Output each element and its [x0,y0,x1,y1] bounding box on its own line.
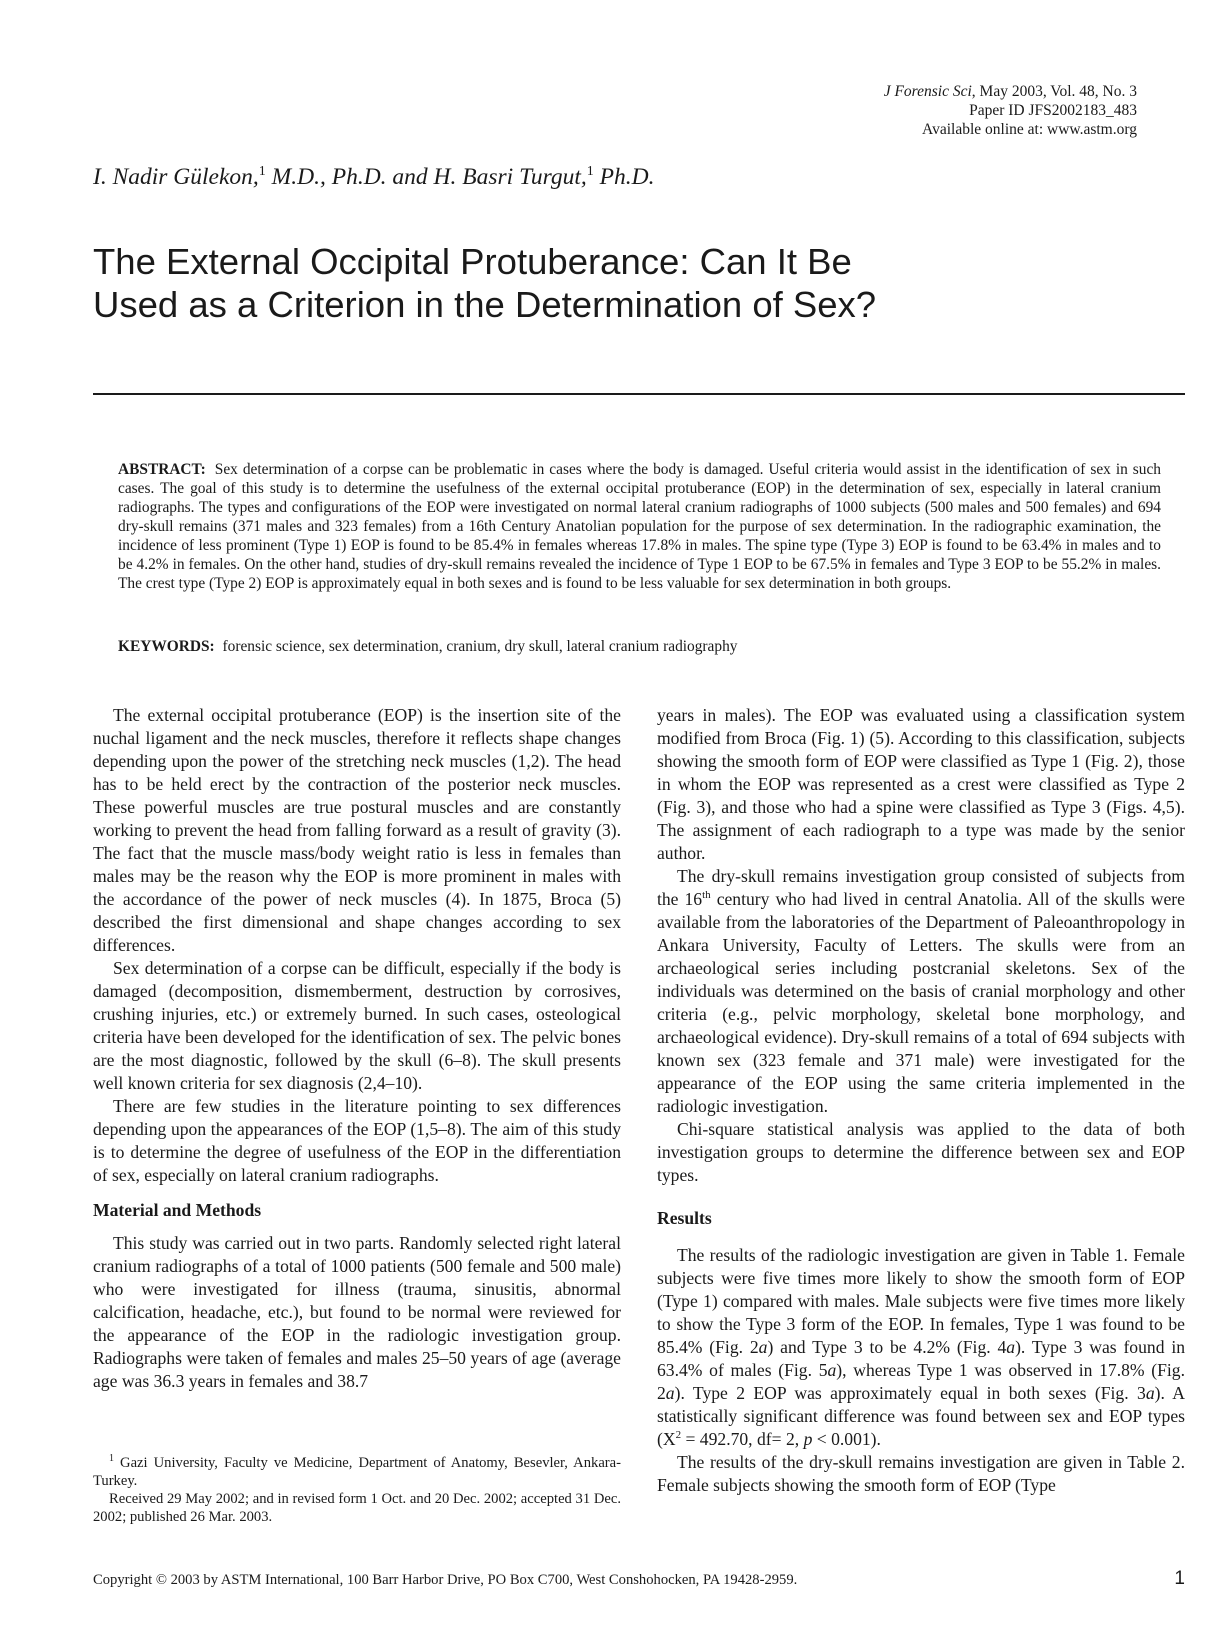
body-text: < 0.001). [812,1429,881,1449]
availability-note: Available online at: www.astm.org [922,121,1137,138]
body-column-left [93,704,621,1393]
body-text: ). Type 2 EOP was approximately equal in both sexes (Fig. 3 [674,1383,1146,1403]
journal-issue: , May 2003, Vol. 48, No. 3 [971,83,1137,100]
body-paragraph [657,865,1185,1118]
author-2-affiliation-mark: 1 [586,164,594,179]
body-text: = 492.70, df= 2, [681,1429,804,1449]
author-degrees-and-2: M.D., Ph.D. and H. Basri Turgut, [265,164,587,190]
author-1-name: I. Nadir Gülekon, [93,164,259,190]
figure-panel-letter: a [758,1337,768,1357]
journal-name: J Forensic Sci [883,83,972,100]
keywords [118,637,1161,656]
abstract [118,460,1161,593]
keywords-label: KEYWORDS: [118,638,215,655]
p-value-symbol: p [803,1429,813,1449]
body-text: The results of the radiologic investigation are given in Table 1. Female subjects were five times more likely to show the smooth form of EOP (Type 1) compared with males. Male subjects were five times more likely to show the Type 3 form of the EOP. In females, Type 1 was found to be 85.4% (Fig. 2 [657,1245,1185,1357]
section-heading-results: Results [657,1208,712,1228]
figure-panel-letter: a [1145,1383,1155,1403]
body-text: ), whereas Type 1 was observed in 17.8% (Fig. 2 [657,1360,1185,1403]
ordinal-superscript: th [702,889,711,901]
affiliation-footnote [93,1454,621,1490]
author-2-degree: Ph.D. [593,164,655,190]
author-line [93,164,993,191]
keywords-text: forensic science, sex determination, cranium, dry skull, lateral cranium radiography [222,638,738,655]
figure-panel-letter: a [665,1383,675,1403]
body-paragraph: Chi-square statistical analysis was applied to the data of both investigation groups to determine the difference between sex and EOP types. [657,1119,1185,1185]
body-paragraph: This study was carried out in two parts. Randomly selected right lateral cranium radiographs of a total of 1000 patients (500 female and 500 male) who were investigated for illness (trauma, sinusitis, abnormal calcification, headache, etc.), but found to be normal were reviewed for the appearance of the EOP in the radiologic investigation group. Radiographs were taken of females and males 25–50 years of age (average age was 36.3 years in females and 38.7 [93,1233,621,1391]
footnote-mark: 1 [109,1453,114,1464]
exponent-superscript: 2 [675,1429,682,1441]
body-paragraph: Sex determination of a corpse can be difficult, especially if the body is damaged (decomposition, dismemberment, destruction by corrosives, crushing injuries, etc.) or extremely burned. In such cases, osteological criteria have been developed for the identification of sex. The pelvic bones are the most diagnostic, followed by the skull (6–8). The skull presents well known criteria for sex diagnosis (2,4–10). [93,958,621,1093]
section-heading-methods: Material and Methods [93,1200,262,1220]
page-footer [93,1568,1185,1589]
body-paragraph: There are few studies in the literature pointing to sex differences depending upon the appearances of the EOP (1,5–8). The aim of this study is to determine the degree of usefulness of the EOP in the differentiation of sex, especially on lateral cranium radiographs. [93,1096,621,1185]
abstract-text: Sex determination of a corpse can be problematic in cases where the body is damaged. Useful criteria would assist in the identification of sex in such cases. The goal of this study is to determine the usefulness of the external occipital protuberance (EOP) in the determination of sex, especially in lateral cranium radiographs. The types and configurations of the EOP were investigated on normal lateral cranium radiographs of 1000 subjects (500 males and 500 females) and 694 dry-skull remains (371 males and 323 females) from a 16th Century Anatolian population for the purpose of sex determination. In the radiographic examination, the incidence of less prominent (Type 1) EOP is found to be 85.4% in females whereas 17.8% in males. The spine type (Type 3) EOP is found to be 63.4% in males and to be 4.2% in females. On the other hand, studies of dry-skull remains revealed the incidence of Type 1 EOP to be 67.5% in females and Type 3 EOP to be 55.2% in males. The crest type (Type 2) EOP is approximately equal in both sexes and is found to be less valuable for sex determination in both groups. [118,461,1161,592]
copyright-notice: Copyright © 2003 by ASTM International, 100 Barr Harbor Drive, PO Box C700, West Conshohocken, PA 19428-2959. [93,1572,798,1588]
body-text: ). A statistically significant difference was found between sex and EOP types (X [657,1383,1185,1449]
body-text: ). Type 3 was found in 63.4% of males (Fig. 5 [657,1337,1186,1380]
body-text: ) and Type 3 to be 4.2% (Fig. 4 [767,1337,1007,1357]
page-number: 1 [1174,1568,1185,1589]
figure-panel-letter: a [1006,1337,1016,1357]
journal-header [717,82,1137,139]
affiliation-text: Gazi University, Faculty ve Medicine, Department of Anatomy, Besevler, Ankara-Turkey. [93,1455,621,1489]
received-footnote: Received 29 May 2002; and in revised form 1 Oct. and 20 Dec. 2002; accepted 31 Dec. 2002; published 26 Mar. 2003. [93,1491,621,1525]
body-text: century who had lived in central Anatolia. All of the skulls were available from the laboratories of the Department of Paleoanthropology in Ankara University, Faculty of Letters. The skulls were from an archaeological series including postcranial skeletons. Sex of the individuals was determined on the basis of cranial morphology and other criteria (e.g., pelvic morphology, skeletal bone morphology, and archaeological evidence). Dry-skull remains of a total of 694 subjects with known sex (323 female and 371 male) were investigated for the appearance of the EOP using the same criteria implemented in the radiologic investigation. [657,889,1185,1116]
body-paragraph: The results of the dry-skull remains investigation are given in Table 2. Female subjects showing the smooth form of EOP (Type [657,1452,1185,1495]
body-paragraph: years in males). The EOP was evaluated using a classification system modified from Broca (Fig. 1) (5). According to this classification, subjects showing the smooth form of EOP were classified as Type 1 (Fig. 2), those in whom the EOP was represented as a crest were classified as Type 2 (Fig. 3), and those who had a spine were classified as Type 3 (Figs. 4,5). The assignment of each radiograph to a type was made by the senior author. [657,705,1185,863]
footnotes [93,1454,621,1526]
journal-citation [717,82,1137,101]
abstract-label: ABSTRACT: [118,461,206,478]
figure-panel-letter: a [827,1360,837,1380]
body-paragraph: The external occipital protuberance (EOP) is the insertion site of the nuchal ligament and the neck muscles, therefore it reflects shape changes depending upon the power of the stretching neck muscles (1,2). The head has to be held erect by the contraction of the posterior neck muscles. These powerful muscles are true postural muscles and are constantly working to prevent the head from falling forward as a result of gravity (3). The fact that the muscle mass/body weight ratio is less in females than males may be the reason why the EOP is more prominent in males with the accordance of the power of neck muscles (4). In 1875, Broca (5) described the first dimensional and shape changes according to sex differences. [93,705,621,955]
body-text: The dry-skull remains investigation group consisted of subjects from the 16 [657,866,1185,909]
paper-title [93,240,993,326]
author-1-affiliation-mark: 1 [258,164,266,179]
title-divider [93,393,1185,395]
paper-id: Paper ID JFS2002183_483 [969,102,1137,119]
body-paragraph [657,1244,1185,1451]
paper-title-line-1: The External Occipital Protuberance: Can It Be [93,241,852,282]
paper-title-line-2: Used as a Criterion in the Determination of Sex? [93,284,877,325]
body-column-right [657,704,1185,1497]
